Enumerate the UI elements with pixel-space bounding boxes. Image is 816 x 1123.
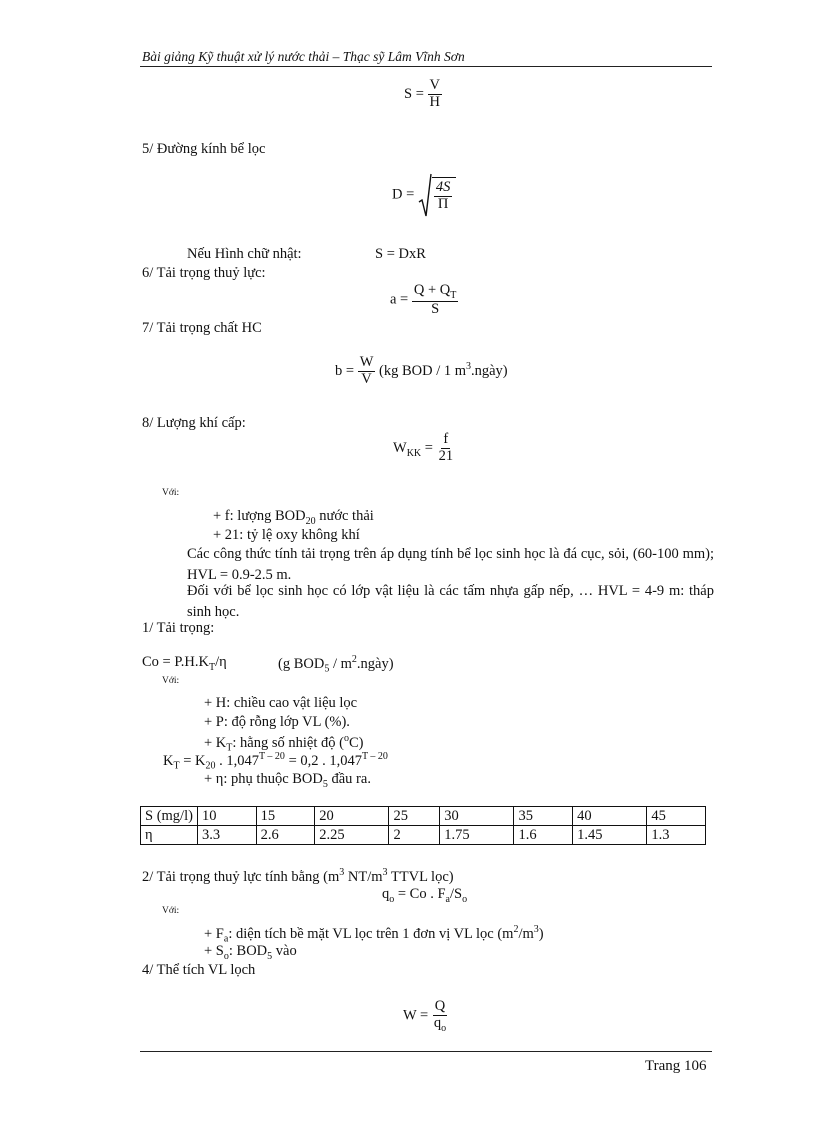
- paragraph: Các công thức tính tải trọng trên áp dụng tính bể lọc sinh học là đá cục, sỏi, (60-100 mm); HVL = 0.9-2.5 m.: [187, 546, 714, 583]
- denominator: $q_o$: [433, 1014, 447, 1034]
- list-item: + H: chiều cao vật liệu lọc: [204, 695, 358, 711]
- table-cell: 1.6: [514, 826, 573, 845]
- table-cell: 35: [514, 807, 573, 826]
- table-cell: 40: [573, 807, 647, 826]
- formula-qo: $q_o = Co$ . $F_a/S_o$: [382, 886, 468, 905]
- fraction: [434, 180, 453, 213]
- table-cell: 3.3: [198, 826, 257, 845]
- fraction: [358, 355, 376, 388]
- denominator: V: [361, 370, 372, 387]
- numerator: $Q + Q_T$: [413, 282, 457, 301]
- table-cell: 1.45: [573, 826, 647, 845]
- denominator: 21: [438, 447, 454, 464]
- formula-organic-load: [335, 355, 508, 388]
- unit-text: (kg BOD / 1 $m^3.ngày$): [379, 360, 508, 379]
- formula-lhs: $W_{KK}$ =: [393, 439, 433, 459]
- list-item: + η: phụ thuộc $BOD_5$ đầu ra.: [204, 771, 371, 790]
- formula-kt: $K_T = K_{20}$ . $1,047^{T - 20} = 0,2$ . $1,047^{T - 20}$: [163, 751, 388, 772]
- formula-lhs: D =: [392, 186, 415, 203]
- formula-air-supply: [393, 432, 455, 465]
- page-header-title: Bài giảng Kỹ thuật xử lý nước thải – Thạc sỹ Lâm Vĩnh Sơn: [142, 49, 465, 64]
- heading-luong-khi: 8/ Lượng khí cấp:: [142, 415, 246, 431]
- header-divider: [140, 66, 712, 67]
- formula-lhs: b =: [335, 362, 355, 379]
- page-number: Trang 106: [645, 1058, 707, 1074]
- formula-volume: [403, 999, 448, 1034]
- list-item: + $F_a$: diện tích bề mặt VL lọc trên 1 đơn vị VL lọc $(m^2/m^3)$: [204, 924, 544, 945]
- formula-hydraulic-load: [390, 283, 458, 318]
- fraction: [412, 283, 458, 318]
- numerator: V: [429, 77, 440, 93]
- table-cell: 1.3: [647, 826, 706, 845]
- list-item: + 21: tỷ lệ oxy không khí: [213, 527, 360, 543]
- formula-lhs: S =: [404, 85, 424, 102]
- formula-area: [404, 78, 442, 111]
- rectangle-note: Nếu Hình chữ nhật:: [187, 246, 302, 262]
- denominator: Π: [437, 196, 449, 212]
- table-cell: η: [141, 826, 198, 845]
- table-row: [141, 807, 706, 826]
- list-item: + P: độ rỗng lớp VL (%).: [204, 714, 350, 730]
- rectangle-formula: S = DxR: [375, 246, 426, 262]
- list-item: + $S_o$: $BOD_5$ vào: [204, 943, 297, 962]
- list-item: + f: lượng $BOD_{20}$ nước thải: [213, 508, 374, 527]
- denominator: S: [431, 300, 440, 317]
- heading-tai-trong-thuy-luc-2: 2/ Tải trọng thuỷ lực tính bằng ($m^3$ $NT/m^3$ TTVL lọc): [142, 867, 454, 885]
- table-cell: S (mg/l): [141, 807, 198, 826]
- formula-lhs: a =: [390, 291, 409, 308]
- table-cell: 45: [647, 807, 706, 826]
- formula-diameter: [392, 172, 456, 218]
- numerator: W: [359, 354, 374, 370]
- sqrt-expression: [418, 172, 457, 218]
- numerator: 4S: [435, 179, 451, 196]
- table-cell: 25: [389, 807, 440, 826]
- table-cell: 2: [389, 826, 440, 845]
- table-cell: 2.6: [256, 826, 315, 845]
- radical-sign-icon: [418, 172, 432, 218]
- numerator: Q: [434, 998, 446, 1014]
- table-cell: 30: [440, 807, 514, 826]
- list-item: + $K_T$: hằng số nhiệt độ ($^o$C): [204, 733, 364, 754]
- fraction: [432, 999, 448, 1034]
- formula-co: $Co = P.H.K_T/\eta$: [142, 654, 227, 673]
- fraction: [437, 432, 456, 465]
- label-voi: Với:: [162, 488, 180, 498]
- denominator: H: [429, 93, 440, 110]
- heading-duong-kinh: 5/ Đường kính bể lọc: [142, 141, 266, 157]
- table-cell: 10: [198, 807, 257, 826]
- table-cell: 20: [315, 807, 389, 826]
- heading-tai-trong-thuy-luc: 6/ Tải trọng thuỷ lực:: [142, 265, 266, 281]
- paragraph: Đối với bể lọc sinh học có lớp vật liệu là các tấm nhựa gấp nếp, … HVL = 4-9 m: tháp sinh học.: [187, 583, 714, 620]
- footer-divider: [140, 1051, 712, 1052]
- formula-lhs: W =: [403, 1007, 429, 1024]
- table-cell: 2.25: [315, 826, 389, 845]
- table-row: [141, 826, 706, 845]
- heading-tai-trong: 1/ Tải trọng:: [142, 620, 215, 636]
- numerator: f: [443, 431, 449, 447]
- fraction: [428, 78, 442, 111]
- formula-co-unit: (g $BOD_5$ / $m^2.ngày$): [278, 654, 394, 675]
- heading-tai-trong-hc: 7/ Tải trọng chất HC: [142, 320, 262, 336]
- heading-the-tich: 4/ Thể tích VL lọch: [142, 962, 256, 978]
- table-cell: 1.75: [440, 826, 514, 845]
- label-voi: Với:: [162, 906, 180, 916]
- label-voi: Với:: [162, 676, 180, 686]
- eta-table: [140, 806, 706, 845]
- table-cell: 15: [256, 807, 315, 826]
